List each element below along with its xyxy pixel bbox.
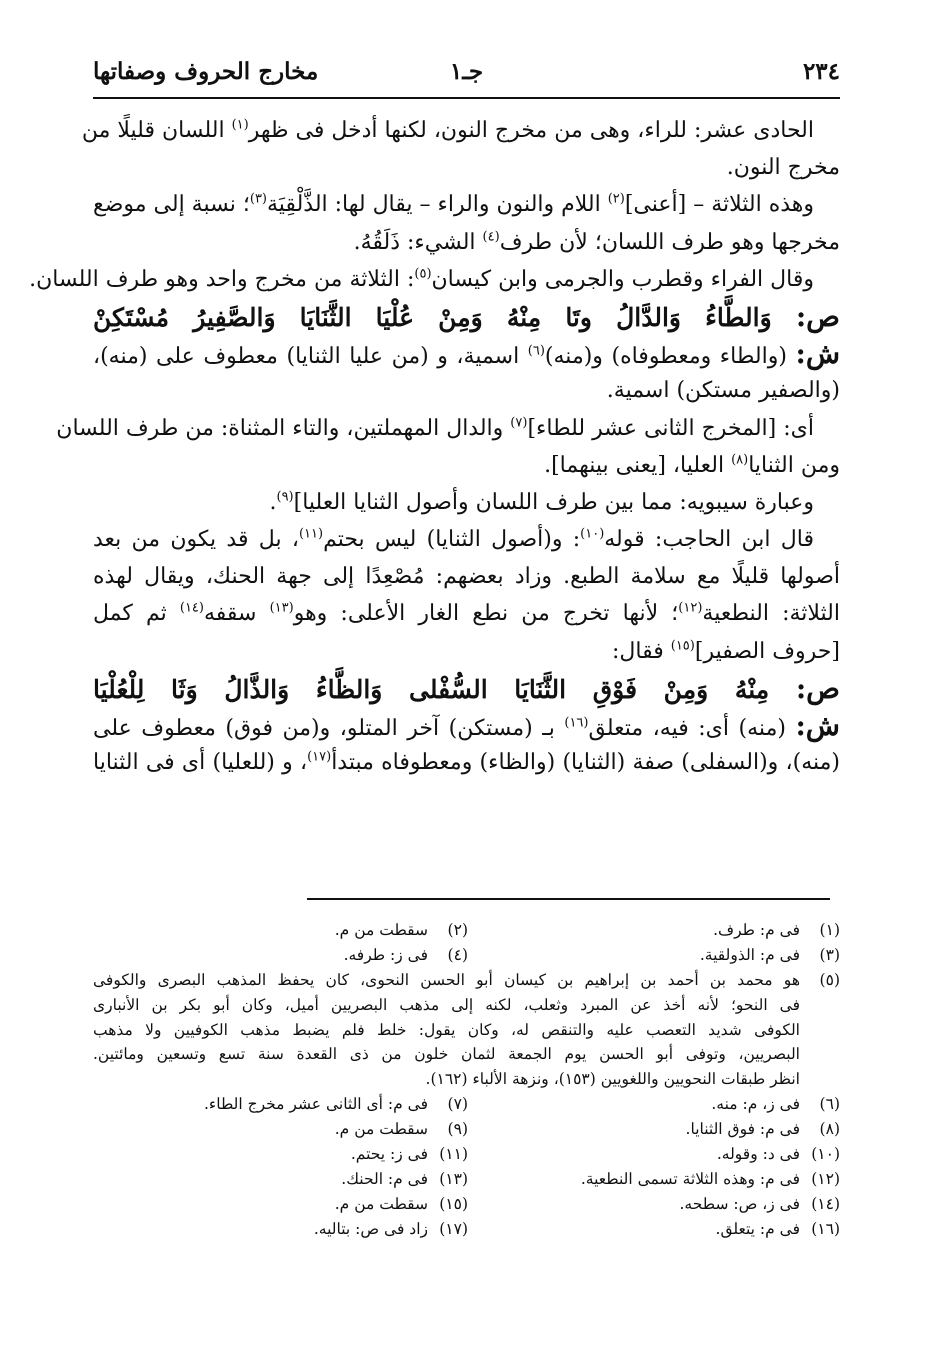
text-line: الحادى عشر: للراء، وهى من مخرج النون، لكنها أدخل فى ظهر$^{(١)}$ اللسان قليلًا من bbox=[81, 117, 814, 143]
footnote-2: (٢)سقطت من م. bbox=[334, 921, 468, 939]
text-line: أصولها قليلًا مع سلامة الطبع. وزاد بعضهم: مُصْعِدًا إلى جهة الحنك، ويقال لهذه bbox=[93, 564, 840, 590]
footnote-line: هو محمد بن أحمد بن إبراهيم بن كيسان أبو الحسن النحوى، كان يحفظ المذهب البصرى والكوفى bbox=[93, 970, 800, 989]
footnote-line: فى النحو؛ لأنه أخذ عن المبرد وثعلب، لكنه إلى مذهب البصريين أميل، وكان أبو بكر بن الأنبارى bbox=[93, 995, 800, 1014]
footnote-rule bbox=[307, 898, 830, 900]
footnote-row bbox=[93, 1144, 840, 1164]
footnote-8: (٨)فى م: فوق الثنايا. bbox=[685, 1120, 840, 1139]
text-line: (والصفير مستكن) اسمية. bbox=[606, 378, 840, 404]
footnote-17: (١٧)زاد فى ص: بتاليه. bbox=[313, 1219, 468, 1238]
footnote-11: (١١)فى ز: يحتم. bbox=[350, 1145, 468, 1164]
footnote-line: انظر طبقات النحويين واللغويين (١٥٣)، ونزهة الألباء (١٦٢). bbox=[425, 1070, 800, 1089]
page-number: ٢٣٤ bbox=[802, 58, 840, 85]
text-line: وهذه الثلاثة – [أعنى]$^{(٢)}$ اللام والنون والراء – يقال لها: الذَّلْقِيَة$^{(٣)}$؛ نسبة إلى موضع bbox=[93, 192, 814, 218]
text-line: (منه)، و(السفلى) صفة (الثنايا) (والظاء) ومعطوفاه مبتدأ$^{(١٧)}$، و (للعليا) أى فى الثنايا bbox=[93, 749, 841, 776]
footnotes bbox=[93, 920, 840, 1244]
footnote-7: (٧)فى م: أى الثانى عشر مخرج الطاء. bbox=[204, 1095, 468, 1114]
text-line: الثلاثة: النطعية$^{(١٢)}$؛ لأنها تخرج من نطع الغار الأعلى: وهو$^{(١٣)}$ سقفه$^{(١٤)}$ ثم كمل bbox=[93, 601, 840, 627]
verse-line: ص: وَالطَّاءُ وَالدَّالُ وتَا مِنْهُ وَمِنْ عُلْيَا الثَّنَايَا وَالصَّفِيرُ مُسْتَكِنْ bbox=[93, 299, 840, 333]
footnote-14: (١٤)فى ز، ص: سطحه. bbox=[679, 1194, 840, 1213]
commentary-marker: ش: bbox=[795, 337, 840, 371]
chapter-title: مخارج الحروف وصفاتها bbox=[93, 58, 319, 85]
commentary-line: ش: (منه) أى: فيه، متعلق$^{(١٦)}$ بـ (مستكن) آخر المتلو، و(من فوق) معطوف على bbox=[93, 709, 840, 742]
footnote-12: (١٢)فى م: وهذه الثلاثة تسمى النطعية. bbox=[580, 1169, 840, 1188]
footnote-row bbox=[93, 1194, 840, 1214]
footnote-3: (٣)فى م: الذولقية. bbox=[699, 945, 840, 964]
footnote-10: (١٠)فى د: وقوله. bbox=[716, 1145, 840, 1164]
footnote-15: (١٥)سقطت من م. bbox=[334, 1194, 468, 1213]
text-line: وعبارة سيبويه: مما بين طرف اللسان وأصول الثنايا العليا]$^{(٩)}$. bbox=[269, 489, 814, 515]
text-line: قال ابن الحاجب: قوله$^{(١٠)}$: و(أصول الثنايا) ليس بحتم$^{(١١)}$، بل قد يكون من بعد bbox=[93, 526, 814, 553]
footnote-line: الكوفى شديد التعصب عليه والتنقص له، وكان يقول: خلط فلم يضبط مذهب الكوفيين ولا مذهب bbox=[93, 1020, 800, 1039]
header-rule bbox=[93, 97, 840, 99]
footnote-row bbox=[93, 1119, 840, 1139]
main-text bbox=[29, 117, 841, 787]
footnote-16: (١٦)فى م: يتعلق. bbox=[715, 1219, 840, 1238]
footnote-row bbox=[93, 920, 840, 940]
verse-line: ص: مِنْهُ وَمِنْ فَوْقِ الثَّنَايَا السُّفْلى وَالظَّاءُ وَالذَّالُ وَثَا لِلْعُلْيَا bbox=[93, 671, 840, 705]
text-line: ومن الثنايا$^{(٨)}$ العليا، [يعنى بينهما]. bbox=[544, 452, 840, 478]
text-line: [حروف الصفير]$^{(١٥)}$ فقال: bbox=[611, 638, 840, 664]
verse-marker: ص: bbox=[795, 299, 840, 333]
footnote-row bbox=[93, 1094, 840, 1114]
footnote-9: (٩)سقطت من م. bbox=[334, 1120, 468, 1139]
footnote-6: (٦)فى ز، م: منه. bbox=[711, 1095, 840, 1114]
commentary-marker: ش: bbox=[795, 709, 840, 742]
verse-marker: ص: bbox=[795, 671, 840, 705]
commentary-line: ش: (والطاء ومعطوفاه) و(منه)$^{(٦)}$ اسمية، و (من عليا الثنايا) معطوف على (منه)، bbox=[93, 337, 840, 371]
footnote-row bbox=[93, 1219, 840, 1239]
footnote-line: البصريين، وتوفى أبو الحسن يوم الجمعة لثمان خلون من ذى القعدة سنة تسع وتسعين ومائتين. bbox=[93, 1045, 800, 1064]
text-line: مخرج النون. bbox=[726, 155, 840, 181]
footnote-13: (١٣)فى م: الحنك. bbox=[341, 1169, 468, 1188]
text-line: مخرجها وهو طرف اللسان؛ لأن طرف$^{(٤)}$ الشيء: ذَلَقُهُ. bbox=[353, 229, 840, 255]
footnote-row bbox=[93, 1169, 840, 1189]
text-line: أى: [المخرج الثانى عشر للطاء]$^{(٧)}$ والدال المهملتين، والتاء المثناة: من طرف اللسان bbox=[56, 415, 814, 441]
footnote-row bbox=[93, 945, 840, 965]
text-line: وقال الفراء وقطرب والجرمى وابن كيسان$^{(٥)}$: الثلاثة من مخرج واحد وهو طرف اللسان. bbox=[29, 266, 814, 292]
footnote-5: (٥) هو محمد بن أحمد بن إبراهيم بن كيسان أبو الحسن النحوى، كان يحفظ المذهب البصرى والكوفى فى النحو؛ لأنه أخذ عن المبرد وثعلب، لكنه إلى مذهب البصريين أميل، وكان أبو بكر بن الأنبارى الكوفى شديد التعصب عليه والتنقص له، وكان يقول: خلط فلم يضبط مذهب الكوفيين ولا مذهب البصريين، وتوفى أبو الحسن يوم الجمعة لثمان خلون من ذى القعدة سنة تسع وتسعين ومائتين. انظر طبقات النحويين واللغويين (١٥٣)، ونزهة الألباء (١٦٢). bbox=[93, 970, 840, 1089]
running-header bbox=[93, 58, 840, 90]
footnote-1: (١)فى م: طرف. bbox=[713, 921, 840, 939]
footnote-4: (٤)فى ز: طرفه. bbox=[343, 945, 468, 964]
volume-label: جـ١ bbox=[449, 58, 484, 85]
